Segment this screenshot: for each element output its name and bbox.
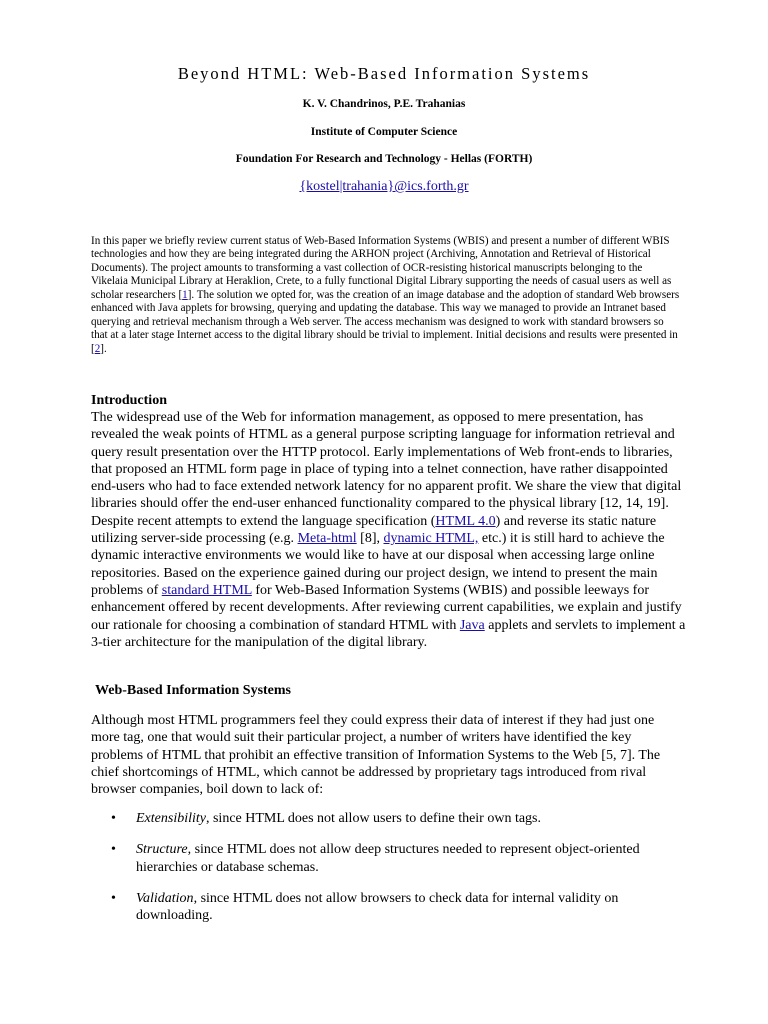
list-item-structure — [91, 841, 691, 876]
wbis-heading: Web-Based Information Systems — [95, 683, 292, 698]
intro-text-6: applets and servlets to implement a 3-tier architecture for the manipulation of the digital library. — [91, 617, 686, 650]
java-link[interactable]: Java — [459, 617, 485, 633]
bullet-icon: • — [111, 890, 116, 906]
intro-text-1: The widespread use of the Web for information management, as opposed to mere presentation, has revealed the weak points of HTML as a general purpose scripting language for information retrieval and query result presentation over the HTTP protocol. Early implementations of Web front-ends to libraries, that proposed an HTML form page in place of typing into a telnet connection, have rather disappointed end-users who had to face extended network latency for no apparent profit. We share the view that digital libraries should offer the end-user enhanced functionality compared to the physical library [12, 14, 19]. Despite recent attempts to extend the language specification ( — [91, 410, 682, 529]
reference-link-2[interactable]: 2 — [94, 342, 101, 355]
institute: Institute of Computer Science — [310, 126, 458, 138]
paper-title: Beyond HTML: Web-Based Information Systems — [177, 64, 591, 83]
intro-text-5: for Web-Based Information Systems (WBIS) and possible leeways for enhancement offered by recent developments. After reviewing current capabilities, we explain and justify our rationale for choosing a combination of standard HTML with — [91, 582, 682, 633]
bullet-icon: • — [111, 842, 116, 858]
bullet-text: , since HTML does not allow users to define their own tags. — [205, 811, 542, 826]
standard-html-link[interactable]: standard HTML — [161, 582, 252, 598]
email-link-wrapper — [0, 178, 768, 196]
reference-link-1[interactable]: 1 — [182, 288, 188, 301]
shortcomings-list — [91, 810, 691, 938]
abstract-text-1: In this paper we briefly review current status of Web-Based Information Systems (WBIS) and present a number of different WBIS technologies and how they are being integrated during the ARHON project (Archiving, Annotation and Retrieval of Historical Documents). The project amounts to transforming a vast collection of OCR-resisting historical manuscripts belonging to the Vikelaia Municipal Library at Heraklion, Crete, to a fully functional Digital Library supporting the needs of casual users as well as scholar researchers [ — [91, 235, 672, 301]
email-link[interactable]: {kostel|trahania}@ics.forth.gr — [299, 179, 469, 194]
intro-text-2: ) and reverse its static nature utilizing server-side processing (e.g. — [91, 513, 657, 547]
wbis-paragraph: Although most HTML programmers feel they could express their data of interest if they had just one more tag, one that would suit their particular project, a number of writers have identified the key problems of HTML that prohibit an effective transition of Information Systems to the Web [5, 7]. The chief shortcomings of HTML, which cannot be addressed by proprietary tags introduced from rival browser companies, boil down to lack of: — [91, 713, 661, 798]
meta-html-link[interactable]: Meta-html — [297, 531, 357, 547]
intro-text-4: etc.) it is still hard to achieve the dynamic interactive environments we would like to have at our disposal when accessing large online repositories. Based on the experience gained during our project design, we intend to present the main problems of — [91, 531, 665, 598]
bullet-text: , since HTML does not allow deep structures needed to represent object-oriented hierarchies or database schemas. — [136, 842, 640, 875]
bullet-term: Extensibility — [136, 811, 206, 826]
foundation: Foundation For Research and Technology - Hellas (FORTH) — [235, 153, 533, 165]
introduction-paragraph — [91, 409, 686, 651]
intro-text-3: [8], — [356, 531, 384, 547]
bullet-term: Validation — [136, 890, 194, 906]
html4-link[interactable]: HTML 4.0 — [435, 513, 496, 529]
introduction-heading: Introduction — [91, 393, 167, 408]
dynamic-html-link[interactable]: dynamic HTML, — [383, 531, 479, 547]
list-item-extensibility — [91, 810, 691, 827]
list-item-validation — [91, 890, 691, 925]
bullet-term: Structure — [136, 842, 188, 858]
bullet-icon: • — [111, 811, 116, 826]
abstract-text-3: ]. — [100, 342, 107, 355]
abstract — [91, 235, 681, 356]
bullet-text: , since HTML does not allow browsers to check data for internal validity on downloading. — [136, 890, 619, 924]
abstract-text-2: ]. The solution we opted for, was the creation of an image database and the adoption of standard Web browsers enhanced with Java applets for browsing, querying and updating the database. This way we managed to provide an Intranet based querying and retrieval mechanism through a Web server. The access mechanism was designed to work with standard browsers so that at a later stage Internet access to the digital library should be trivial to implement. Initial decisions and results were presented in [ — [91, 288, 680, 355]
authors: K. V. Chandrinos, P.E. Trahanias — [302, 98, 466, 110]
